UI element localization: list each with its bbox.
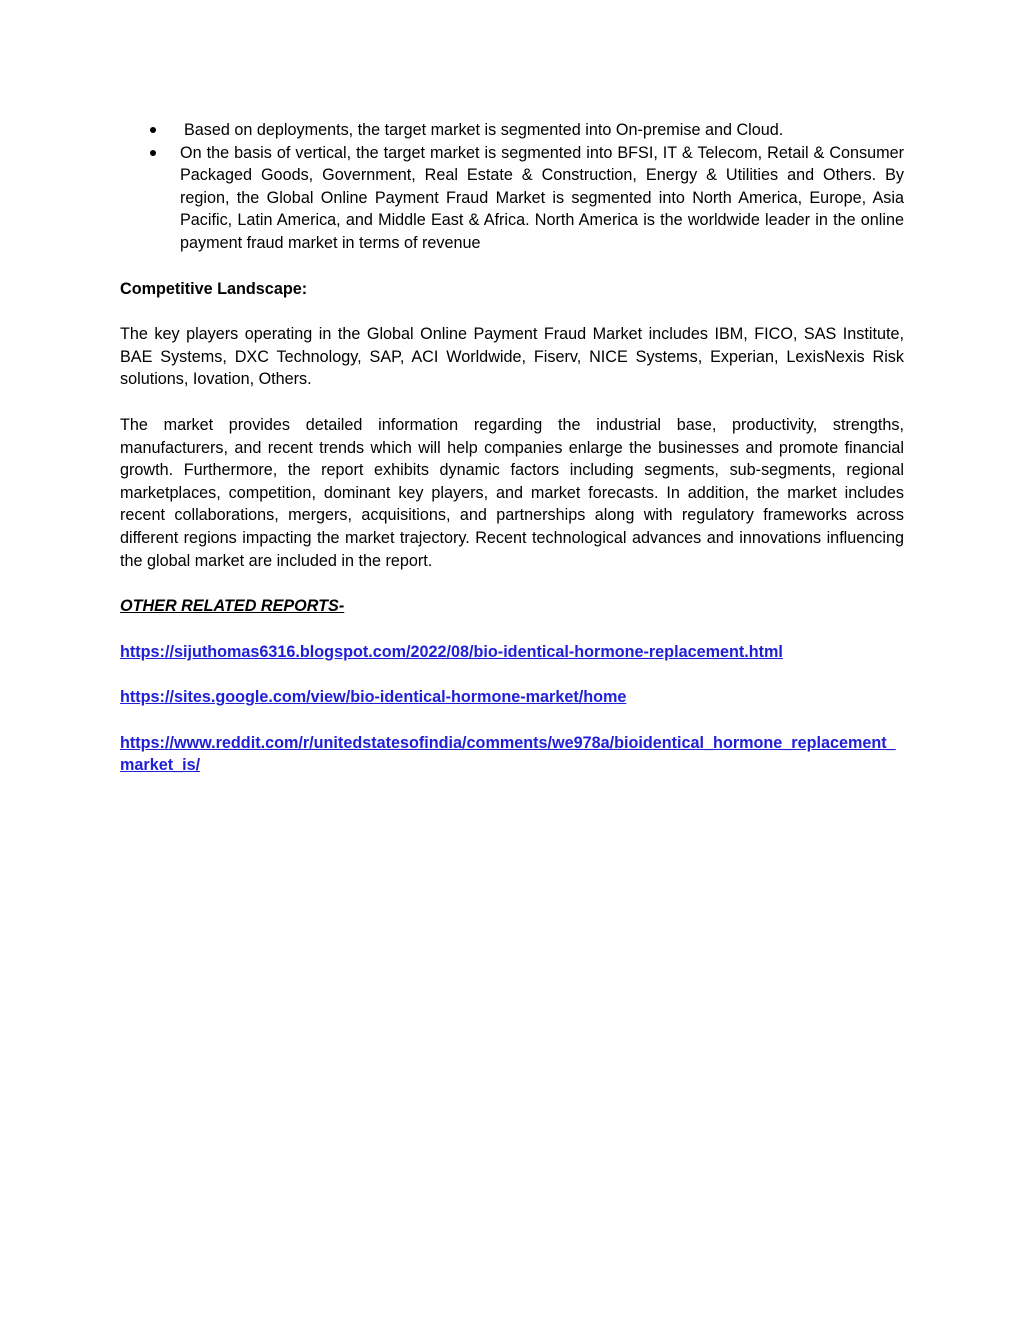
bullet-text: On the basis of vertical, the target market is segmented into BFSI, IT & Telecom, Retail & Consumer Packaged Goods, Government, Real Estate & Construction, Energy & Utilities and Others. By region, the Global Online Payment Fraud Market is segmented into North America, Europe, Asia Pacific, Latin America, and Middle East & Africa. North America is the worldwide leader in the online payment fraud market in terms of revenue (180, 143, 904, 252)
bullet-icon (150, 127, 156, 133)
bullet-icon (150, 150, 156, 156)
bullet-text: Based on deployments, the target market is segmented into On-premise and Cloud. (184, 121, 784, 139)
document-page (120, 119, 904, 777)
bullet-item-deployments (120, 119, 904, 142)
related-report-link-blogspot[interactable]: https://sijuthomas6316.blogspot.com/2022/08/bio-identical-hormone-replacement.html (120, 642, 783, 661)
related-report-link-reddit[interactable]: https://www.reddit.com/r/unitedstatesofindia/comments/we978a/bioidentical_hormone_replacement_market_is/ (120, 733, 896, 775)
segmentation-bullet-list (120, 119, 904, 255)
market-details-paragraph: The market provides detailed information regarding the industrial base, productivity, strengths, manufacturers, and recent trends which will help companies enlarge the businesses and promote financial growth. Furthermore, the report exhibits dynamic factors including segments, sub-segments, regional marketplaces, competition, dominant key players, and market forecasts. In addition, the market includes recent collaborations, mergers, acquisitions, and partnerships along with regulatory frameworks across different regions impacting the market trajectory. Recent technological advances and innovations influencing the global market are included in the report. (120, 415, 904, 570)
bullet-item-vertical (120, 142, 904, 255)
competitive-landscape-heading: Competitive Landscape: (120, 279, 308, 298)
related-report-link-google-sites[interactable]: https://sites.google.com/view/bio-identical-hormone-market/home (120, 688, 627, 707)
key-players-paragraph: The key players operating in the Global Online Payment Fraud Market includes IBM, FICO, SAS Institute, BAE Systems, DXC Technology, SAP, ACI Worldwide, Fiserv, NICE Systems, Experian, LexisNexis Risk solutions, Iovation, Others. (120, 325, 904, 389)
other-related-reports-heading: OTHER RELATED REPORTS- (120, 597, 345, 616)
